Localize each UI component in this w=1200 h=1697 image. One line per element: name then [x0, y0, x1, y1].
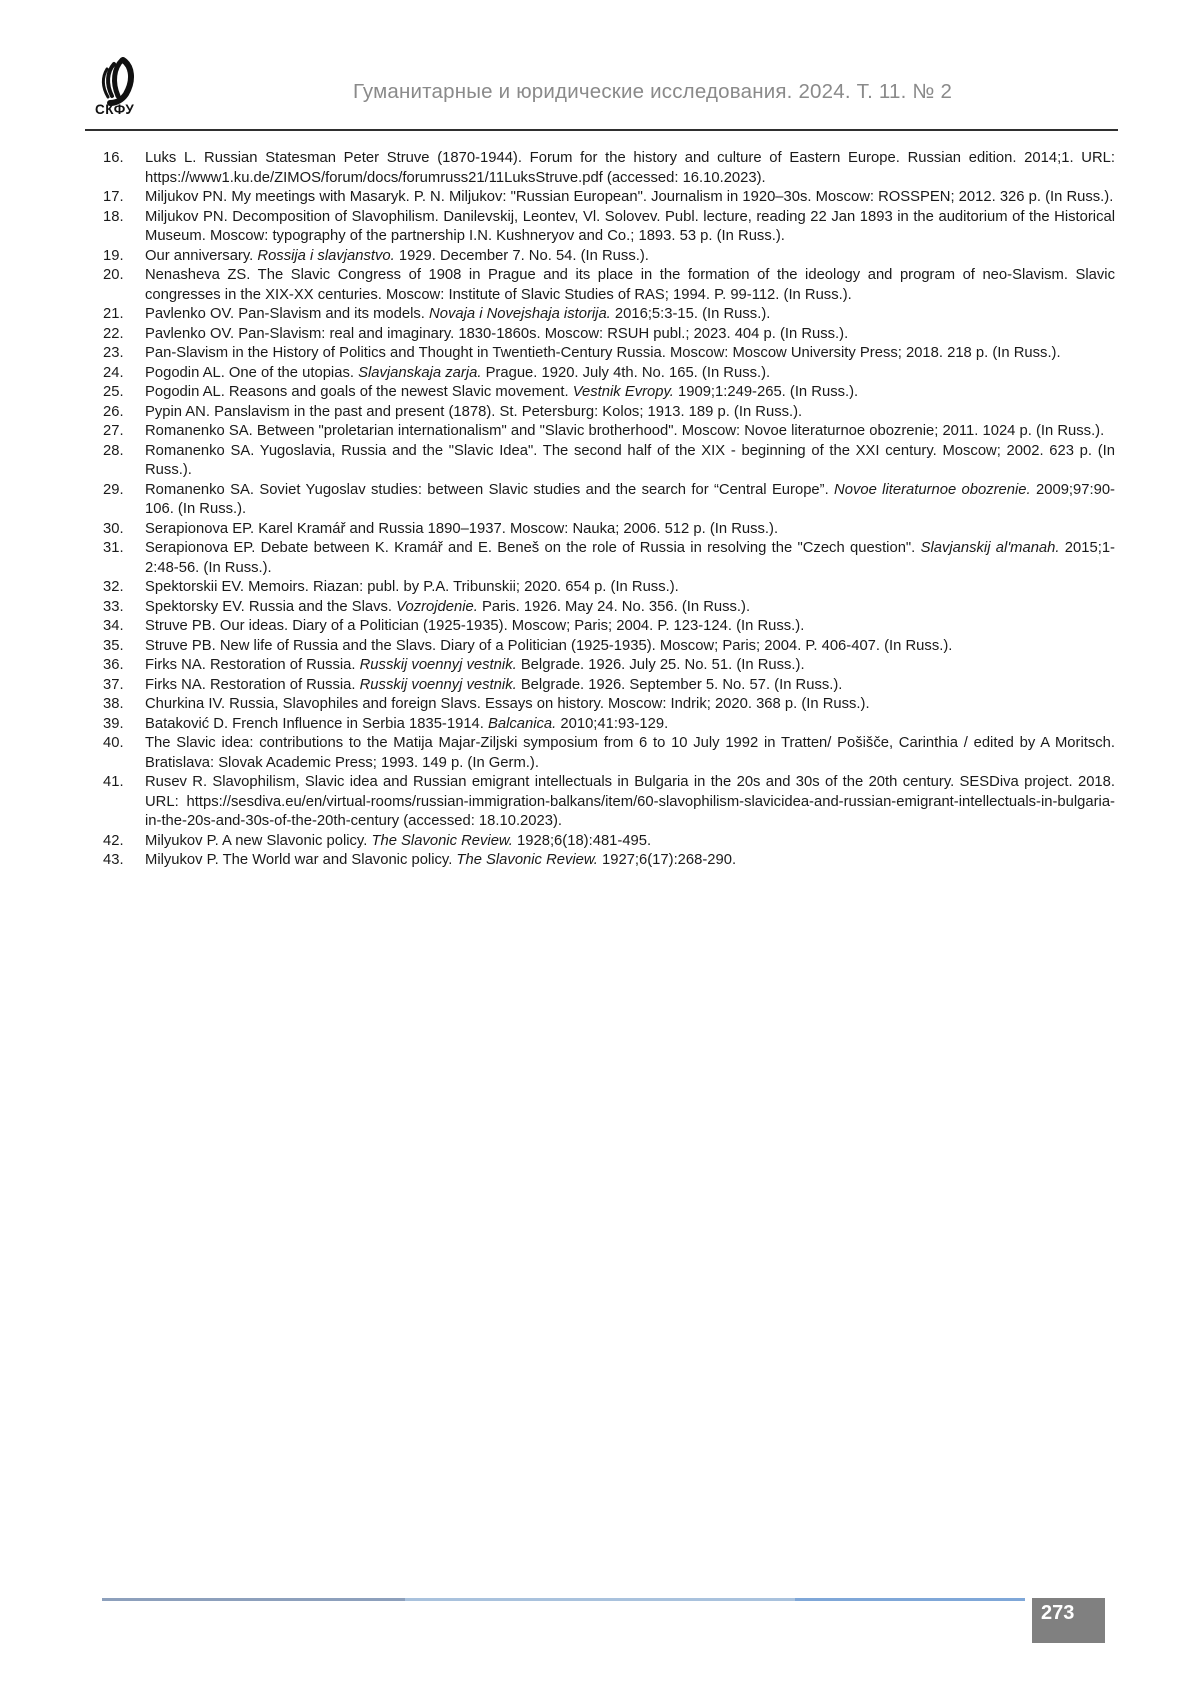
reference-number: 37.	[103, 676, 124, 693]
reference-number: 17.	[103, 189, 124, 205]
reference-text: Pypin AN. Panslavism in the past and present (1878). St. Petersburg: Kolos; 1913. 189 p. (In Russ.).	[145, 403, 803, 420]
reference-text: Bataković D. French Influence in Serbia 1835-1914. Balcanica. 2010;41:93-129.	[145, 715, 669, 732]
reference-item	[103, 266, 1115, 305]
reference-item	[103, 578, 1115, 598]
reference-number: 30.	[103, 520, 124, 537]
reference-number: 36.	[103, 657, 124, 673]
reference-text: Our anniversary. Rossija i slavjanstvo. 1929. December 7. No. 54. (In Russ.).	[145, 247, 649, 264]
reference-number: 27.	[103, 423, 124, 439]
reference-list	[103, 149, 1115, 871]
footer-divider-segment-middle	[405, 1598, 795, 1601]
reference-item	[103, 598, 1115, 618]
reference-item	[103, 364, 1115, 384]
reference-text: Churkina IV. Russia, Slavophiles and foreign Slavs. Essays on history. Moscow: Indrik; 2020. 368 p. (In Russ.).	[145, 696, 870, 712]
reference-text: Pavlenko OV. Pan-Slavism: real and imaginary. 1830-1860s. Moscow: RSUH publ.; 2023. 404 p. (In Russ.).	[145, 325, 849, 342]
reference-number: 39.	[103, 715, 124, 732]
reference-text: Pogodin AL. Reasons and goals of the newest Slavic movement. Vestnik Evropy. 1909;1:249-265. (In Russ.).	[145, 384, 859, 400]
reference-text: Milyukov P. A new Slavonic policy. The Slavonic Review. 1928;6(18):481-495.	[145, 832, 652, 849]
reference-number: 42.	[103, 832, 124, 849]
reference-number: 20.	[103, 267, 124, 283]
reference-text: Romanenko SA. Between "proletarian internationalism" and "Slavic brotherhood". Moscow: Novoe literaturnoe obozrenie; 2011. 1024 p. (In Russ.).	[145, 423, 1105, 439]
reference-number: 23.	[103, 345, 124, 361]
reference-text: Pavlenko OV. Pan-Slavism and its models. Novaja i Novejshaja istorija. 2016;5:3-15. (In Russ.).	[145, 306, 771, 322]
reference-item	[103, 325, 1115, 345]
reference-item	[103, 773, 1115, 832]
reference-text: Spektorsky EV. Russia and the Slavs. Vozrojdenie. Paris. 1926. May 24. No. 356. (In Russ.).	[145, 598, 751, 615]
reference-number: 28.	[103, 442, 124, 459]
footer-divider	[102, 1598, 1025, 1601]
reference-number: 32.	[103, 579, 124, 595]
reference-item	[103, 539, 1115, 578]
reference-item	[103, 247, 1115, 267]
reference-item	[103, 676, 1115, 696]
reference-item	[103, 656, 1115, 676]
reference-text: Pan-Slavism in the History of Politics and Thought in Twentieth-Century Russia. Moscow: Moscow University Press; 2018. 218 p. (In Russ.).	[145, 345, 1061, 361]
reference-text: Miljukov PN. My meetings with Masaryk. P. N. Miljukov: "Russian European". Journalism in 1920–30s. Moscow: ROSSPEN; 2012. 326 p. (In Russ.).	[145, 189, 1114, 205]
reference-number: 33.	[103, 598, 124, 615]
reference-item	[103, 695, 1115, 715]
footer-divider-segment-right	[795, 1598, 1025, 1601]
reference-item	[103, 851, 1115, 871]
reference-item	[103, 734, 1115, 773]
reference-number: 18.	[103, 208, 124, 225]
reference-item	[103, 305, 1115, 325]
reference-item	[103, 383, 1115, 403]
reference-number: 35.	[103, 637, 124, 654]
reference-text: Firks NA. Restoration of Russia. Russkij voennyj vestnik. Belgrade. 1926. July 25. No. 51. (In Russ.).	[145, 657, 805, 673]
reference-number: 43.	[103, 852, 124, 868]
reference-item	[103, 149, 1115, 188]
reference-item	[103, 520, 1115, 540]
reference-number: 34.	[103, 618, 124, 634]
header-divider	[85, 129, 1118, 131]
reference-item	[103, 832, 1115, 852]
reference-number: 26.	[103, 403, 124, 420]
reference-item	[103, 442, 1115, 481]
logo-text: СКФУ	[95, 102, 135, 117]
reference-text: Miljukov PN. Decomposition of Slavophilism. Danilevskij, Leontev, Vl. Solovev. Publ. lecture, reading 22 Jan 1893 in the auditorium of the Historical Museum. Moscow: typography of the partnership I.N. Kushneryov and Co.; 1893. 53 p. (In Russ.).	[145, 208, 1115, 244]
reference-item	[103, 481, 1115, 520]
reference-number: 31.	[103, 540, 124, 556]
reference-number: 41.	[103, 774, 124, 790]
reference-number: 24.	[103, 364, 124, 381]
reference-text: Milyukov P. The World war and Slavonic policy. The Slavonic Review. 1927;6(17):268-290.	[145, 852, 737, 868]
reference-item	[103, 344, 1115, 364]
reference-text: Serapionova EP. Debate between K. Kramář and E. Beneš on the role of Russia in resolving the "Czech question". Slavjanskij al'manah. 2015;1-2:48-56. (In Russ.).	[145, 540, 1115, 576]
reference-number: 40.	[103, 735, 124, 751]
reference-item	[103, 715, 1115, 735]
page-number-badge	[1032, 1598, 1105, 1643]
reference-item	[103, 637, 1115, 657]
reference-number: 16.	[103, 150, 124, 166]
reference-text: Spektorskii EV. Memoirs. Riazan: publ. by P.A. Tribunskii; 2020. 654 p. (In Russ.).	[145, 579, 679, 595]
reference-text: Struve PB. Our ideas. Diary of a Politician (1925-1935). Moscow; Paris; 2004. P. 123-124. (In Russ.).	[145, 618, 805, 634]
reference-text: Luks L. Russian Statesman Peter Struve (1870-1944). Forum for the history and culture of Eastern Europe. Russian edition. 2014;1. URL: https://www1.ku.de/ZIMOS/forum/docs/forumruss21/11LuksStruve.pdf (accessed: 16.10.2023).	[145, 150, 1115, 186]
reference-number: 22.	[103, 325, 124, 342]
reference-text: Romanenko SA. Yugoslavia, Russia and the "Slavic Idea". The second half of the XIX - beginning of the XXI century. Moscow; 2002. 623 p. (In Russ.).	[145, 442, 1115, 478]
reference-item	[103, 188, 1115, 208]
reference-number: 21.	[103, 306, 124, 322]
reference-item	[103, 422, 1115, 442]
reference-text: Romanenko SA. Soviet Yugoslav studies: between Slavic studies and the search for “Central Europe”. Novoe literaturnoe obozrenie. 2009;97:90-106. (In Russ.).	[145, 481, 1115, 517]
reference-text: Struve PB. New life of Russia and the Slavs. Diary of a Politician (1925-1935). Moscow; Paris; 2004. P. 406-407. (In Russ.).	[145, 637, 953, 654]
reference-number: 19.	[103, 247, 124, 264]
reference-item	[103, 403, 1115, 423]
reference-text: Rusev R. Slavophilism, Slavic idea and Russian emigrant intellectuals in Bulgaria in the 20s and 30s of the 20th century. SESDiva project. 2018. URL: https://sesdiva.eu/en/virtual-rooms/russian-immigration-balkans/item/60-slavophilism-slavicidea-and-russian-emigrant-intellectuals-in-bulgaria-in-the-20s-and-30s-of-the-20th-century (accessed: 18.10.2023).	[145, 774, 1115, 829]
footer-divider-segment-left	[102, 1598, 405, 1601]
reference-text: The Slavic idea: contributions to the Matija Majar-Ziljski symposium from 6 to 10 July 1992 in Tratten/ Pošišče, Carinthia / edited by A Moritsch. Bratislava: Slovak Academic Press; 1993. 149 p. (In Germ.).	[145, 735, 1115, 771]
reference-number: 29.	[103, 481, 124, 498]
reference-item	[103, 617, 1115, 637]
reference-text: Firks NA. Restoration of Russia. Russkij voennyj vestnik. Belgrade. 1926. September 5. No. 57. (In Russ.).	[145, 676, 843, 693]
reference-number: 25.	[103, 384, 124, 400]
journal-title: Гуманитарные и юридические исследования. 2024. Т. 11. № 2	[352, 80, 953, 103]
reference-item	[103, 208, 1115, 247]
reference-number: 38.	[103, 696, 124, 712]
reference-text: Serapionova EP. Karel Kramář and Russia 1890–1937. Moscow: Nauka; 2006. 512 p. (In Russ.).	[145, 520, 779, 537]
reference-text: Pogodin AL. One of the utopias. Slavjanskaja zarja. Prague. 1920. July 4th. No. 165. (In Russ.).	[145, 364, 771, 381]
page-number: 273	[1041, 1602, 1075, 1624]
reference-text: Nenasheva ZS. The Slavic Congress of 1908 in Prague and its place in the formation of the ideology and program of neo-Slavism. Slavic congresses in the XIX-XX centuries. Moscow: Institute of Slavic Studies of RAS; 1994. P. 99-112. (In Russ.).	[145, 267, 1115, 303]
